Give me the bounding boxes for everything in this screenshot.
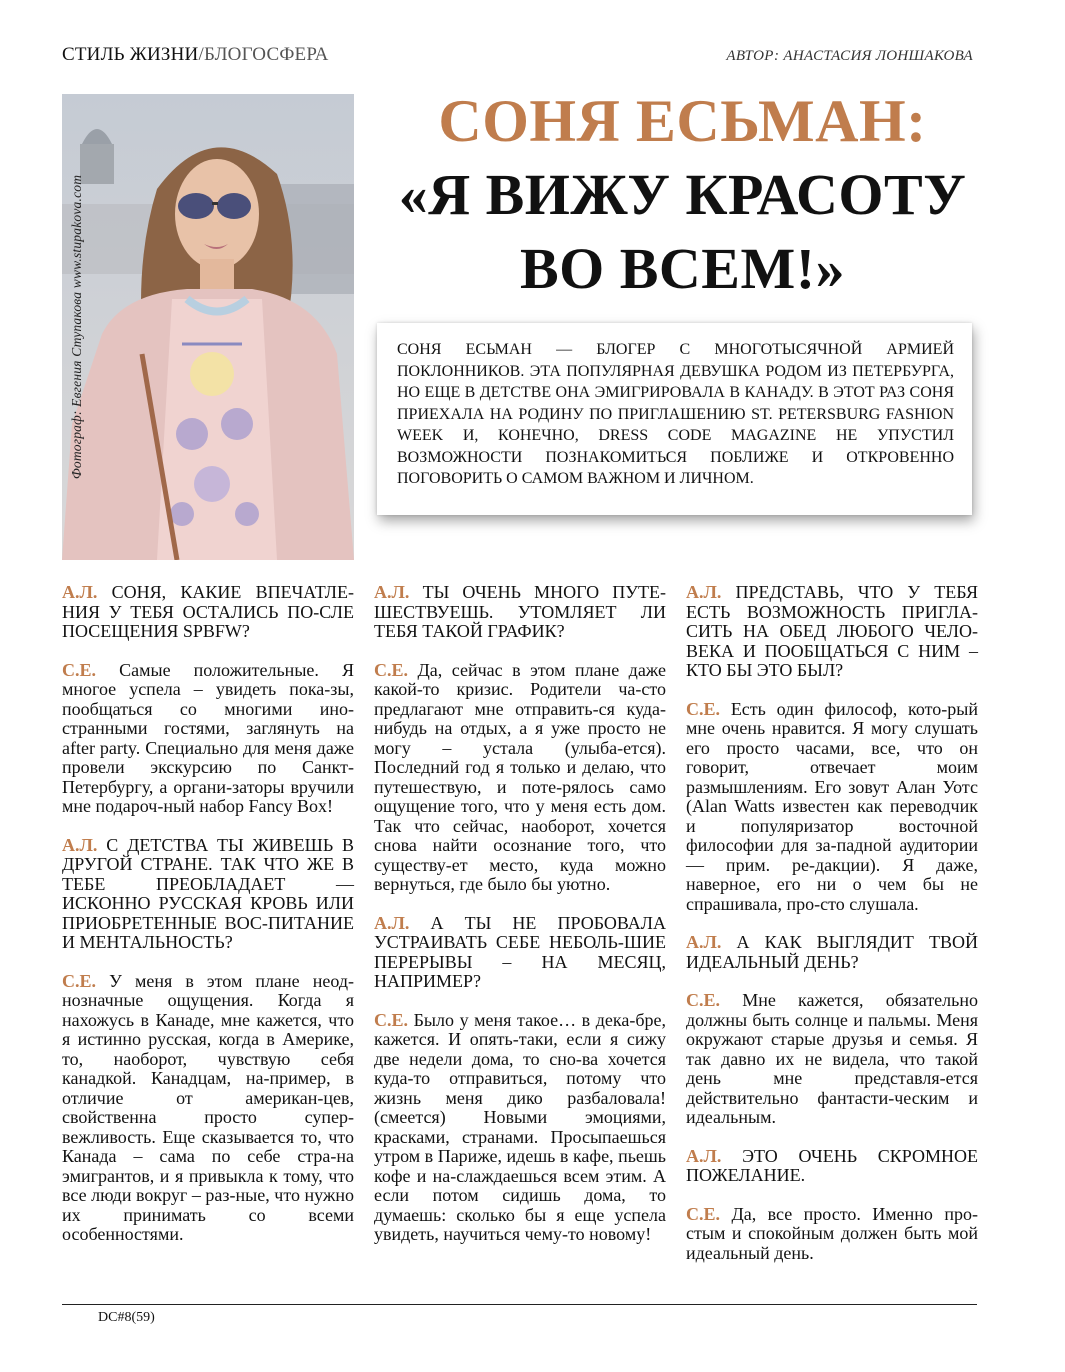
answer-paragraph [686,991,978,1128]
portrait-illustration [62,94,354,560]
question-paragraph [686,933,978,972]
article-title [390,84,975,306]
speaker-tag: А.Л. [374,582,410,602]
interview-column-1 [62,583,354,1264]
speaker-tag: С.Е. [62,970,97,991]
title-line-1: СОНЯ ЕСЬМАН: [438,88,927,154]
paragraph-text: Мне кажется, обязательно должны быть солнце и пальмы. Меня окружают старые друзья и семья. Я так давно их не видела, что такой день мне представля-ется действительно фантасти-ческим и идеальным. [686,990,978,1127]
interview-column-3 [686,583,978,1282]
portrait-photo [62,94,354,560]
paragraph-text: Да, все просто. Именно про-стым и спокойным должен быть мой идеальный день. [686,1203,978,1263]
paragraph-text: Самые положительные. Я многое успела – увидеть пока-зы, пообщаться со многими ино-странными гостями, заглянуть на after party. Специально для меня даже провели экскурсию по Санкт-Петербургу, а органи-заторы вручили мне подароч-ный набор Fancy Box! [62,659,354,816]
paragraph-text: СОНЯ, КАКИЕ ВПЕЧАТЛЕ-НИЯ У ТЕБЯ ОСТАЛИСЬ ПО-СЛЕ ПОСЕЩЕНИЯ SPBFW? [62,582,354,641]
question-paragraph [686,1147,978,1186]
paragraph-text: С ДЕТСТВА ТЫ ЖИВЕШЬ В ДРУГОЙ СТРАНЕ. ТАК ЧТО ЖЕ В ТЕБЕ ПРЕОБЛАДАЕТ — ИСКОННО РУССКАЯ КРОВЬ ИЛИ ПРИОБРЕТЕННЫЕ ВОС-ПИТАНИЕ И МЕНТАЛЬНОСТЬ? [62,834,354,952]
speaker-tag: С.Е. [686,990,721,1010]
section-name: СТИЛЬ ЖИЗНИ [62,44,199,65]
speaker-tag: А.Л. [62,834,98,855]
question-paragraph [62,583,354,642]
paragraph-text: А КАК ВЫГЛЯДИТ ТВОЙ ИДЕАЛЬНЫЙ ДЕНЬ? [686,932,978,972]
title-line-2: «Я ВИЖУ КРАСОТУ [398,162,967,227]
question-paragraph [686,583,978,681]
speaker-tag: С.Е. [62,659,97,680]
subsection-name: БЛОГОСФЕРА [203,44,329,65]
speaker-tag: А.Л. [686,1145,722,1166]
answer-paragraph [686,700,978,915]
section-header [62,44,329,66]
answer-paragraph [374,1011,666,1245]
answer-paragraph [62,972,354,1245]
paragraph-text: Да, сейчас в этом плане даже какой-то кризис. Родители ча-сто предлагают мне отправить-ся куда-нибудь на отдых, а я уже просто не могу – устала (улыба-ется). Последний год я только и делаю, что путешествую, и поте-рялось само ощущение того, что у меня есть дом. Так что сейчас, наоборот, хочется снова найти осознание того, что существу-ет место, куда можно вернуться, где было бы уютно. [374,659,666,894]
author-line: АВТОР: АНАСТАСИЯ ЛОНШАКОВА [726,48,973,64]
paragraph-text: Было у меня такое… в дека-бре, кажется. И опять-таки, если я сижу две недели дома, то сно-ва хочется куда-то отправиться, потому что жизнь меня дико разбаловала! (смеется) Новыми эмоциями, красками, странами. Просыпаешься утром в Париже, идешь в кафе, пьешь кофе и на-слаждаешься всем этим. А если потом сидишь дома, то думаешь: сколько бы я еще успела увидеть, научиться чему-то новому! [374,1009,666,1244]
speaker-tag: С.Е. [686,698,721,719]
paragraph-text: Есть один философ, кото-рый мне очень нравится. Я могу слушать его просто часами, все, что он говорит, отвечает моим размышлениям. Его зовут Алан Уотс (Alan Watts известен как переводчик и популяризатор восточной философии для за-падной аудитории — прим. ре-дакции). Я даже, наверное, его ни о чем бы не спрашивала, про-сто слушала. [686,698,978,914]
question-paragraph [374,583,666,642]
section-separator: / [198,44,204,65]
title-line-3: ВО ВСЕМ!» [519,236,846,301]
lead-text: СОНЯ ЕСЬМАН — БЛОГЕР С МНОГОТЫСЯЧНОЙ АРМИЕЙ ПОКЛОННИКОВ. ЭТА ПОПУЛЯРНАЯ ДЕВУШКА РОДОМ ИЗ ПЕТЕРБУРГА, НО ЕЩЕ В ДЕТСТВЕ ОНА ЭМИГРИРОВАЛА В КАНАДУ. В ЭТОТ РАЗ СОНЯ ПРИЕХАЛА НА РОДИНУ ПО ПРИГЛАШЕНИЮ ST. PETERSBURG FASHION WEEK И, КОНЕЧНО, DRESS CODE MAGAZINE НЕ УПУСТИЛ ВОЗМОЖНОСТИ ПОЗНАКОМИТЬСЯ ПОБЛИЖЕ И ОТКРОВЕННО ПОГОВОРИТЬ О САМОМ ВАЖНОМ И ЛИЧНОМ. [397,341,954,487]
paragraph-text: ТЫ ОЧЕНЬ МНОГО ПУТЕ-ШЕСТВУЕШЬ. УТОМЛЯЕТ ЛИ ТЕБЯ ТАКОЙ ГРАФИК? [374,582,666,641]
answer-paragraph [686,1205,978,1264]
interview-column-2 [374,583,666,1264]
question-paragraph [62,836,354,953]
speaker-tag: С.Е. [686,1203,721,1224]
speaker-tag: С.Е. [374,659,409,680]
answer-paragraph [374,661,666,895]
question-paragraph [374,914,666,992]
footer-divider [62,1304,977,1305]
paragraph-text: ПРЕДСТАВЬ, ЧТО У ТЕБЯ ЕСТЬ ВОЗМОЖНОСТЬ ПРИГЛА-СИТЬ НА ОБЕД ЛЮБОГО ЧЕЛО-ВЕКА И ПООБЩАТЬСЯ С НИМ – КТО БЫ ЭТО БЫЛ? [686,582,978,680]
lead-box [377,323,972,515]
paragraph-text: А ТЫ НЕ ПРОБОВАЛА УСТРАИВАТЬ СЕБЕ НЕБОЛЬ-ШИЕ ПЕРЕРЫВЫ – НА МЕСЯЦ, НАПРИМЕР? [374,912,666,991]
photo-credit [62,94,92,560]
speaker-tag: С.Е. [374,1009,409,1030]
answer-paragraph [62,661,354,817]
speaker-tag: А.Л. [686,932,722,952]
issue-number: DC#8(59) [98,1310,155,1325]
speaker-tag: А.Л. [62,582,98,602]
speaker-tag: А.Л. [374,912,410,933]
photo-credit-text: Фотограф: Евгения Ступакова www.stupakova.com [69,174,84,480]
paragraph-text: У меня в этом плане неод-нозначные ощущения. Когда я нахожусь в Канаде, мне кажется, что я истинно русская, когда в Америке, то, наоборот, чувствую себя канадкой. Канадцам, на-пример, в отличие от американ-цев, свойственна просто супер-вежливость. Еще сказывается то, что Канада – сама по себе стра-на эмигрантов, и я привыкла к тому, что все люди вокруг – раз-ные, что нужно их принимать со всеми особенностями. [62,970,354,1244]
speaker-tag: А.Л. [686,582,722,602]
paragraph-text: ЭТО ОЧЕНЬ СКРОМНОЕ ПОЖЕЛАНИЕ. [686,1145,978,1185]
